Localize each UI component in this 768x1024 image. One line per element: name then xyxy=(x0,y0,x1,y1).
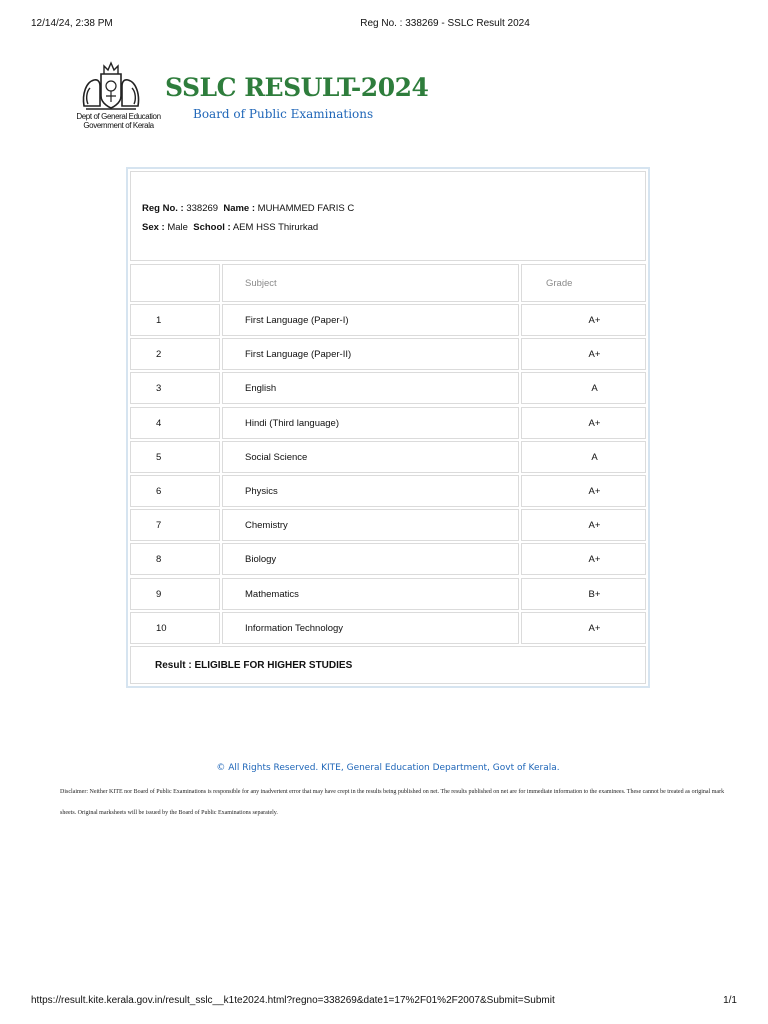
table-row-subject-cell xyxy=(222,543,519,575)
table-row-grade-cell xyxy=(521,509,646,541)
table-row-grade-cell xyxy=(521,372,646,404)
row-number: 8 xyxy=(156,554,162,566)
result-banner xyxy=(60,55,429,130)
print-url: https://result.kite.kerala.gov.in/result_sslc__k1te2024.html?regno=338269&date1=17%2F01%2F2007&Submit=Submit xyxy=(31,995,555,1006)
table-row-no-cell xyxy=(130,509,220,541)
table-row-subject-cell xyxy=(222,475,519,507)
copyright-notice: © All Rights Reserved. KITE, General Education Department, Govt of Kerala. xyxy=(216,763,560,773)
result-card xyxy=(126,167,650,688)
row-number: 10 xyxy=(156,622,167,634)
subject-name: English xyxy=(245,383,277,395)
result-text xyxy=(155,660,352,671)
subject-name: Information Technology xyxy=(245,622,344,634)
result-row xyxy=(130,646,646,684)
table-row-grade-cell xyxy=(521,612,646,644)
result-value: ELIGIBLE FOR HIGHER STUDIES xyxy=(194,660,353,671)
table-row-grade-cell xyxy=(521,578,646,610)
grade-header: Grade xyxy=(546,278,573,289)
grade-value: A+ xyxy=(588,315,601,326)
table-row-subject-cell xyxy=(222,338,519,370)
table-row-no-cell xyxy=(130,475,220,507)
subject-name: Biology xyxy=(245,554,277,566)
table-row-subject-cell xyxy=(222,407,519,439)
table-row-grade-cell xyxy=(521,441,646,473)
grade-value: A+ xyxy=(588,520,601,532)
subject-name: First Language (Paper-II) xyxy=(245,349,352,361)
table-row-subject-cell xyxy=(222,441,519,473)
table-row-no-cell xyxy=(130,407,220,439)
table-row-subject-cell xyxy=(222,578,519,610)
student-info xyxy=(130,171,646,261)
subject-name: Social Science xyxy=(245,451,308,463)
table-header-grade xyxy=(521,264,646,302)
table-row-grade-cell xyxy=(521,475,646,507)
table-row-subject-cell xyxy=(222,612,519,644)
student-info-line-1 xyxy=(142,199,645,218)
department-name xyxy=(66,112,171,130)
table-header-no xyxy=(130,264,220,302)
grade-value: A xyxy=(591,383,598,395)
row-number: 7 xyxy=(156,520,162,532)
table-row-no-cell xyxy=(130,372,220,404)
subject-name: Hindi (Third language) xyxy=(245,417,339,429)
row-number: 4 xyxy=(156,417,162,429)
subject-name: Physics xyxy=(245,486,278,497)
school-label: School : xyxy=(193,222,231,233)
grade-value: A+ xyxy=(588,349,601,361)
grade-value: A+ xyxy=(588,486,601,497)
reg-no-value: 338269 xyxy=(186,203,219,214)
print-page-title: Reg No. : 338269 - SSLC Result 2024 xyxy=(360,18,530,29)
table-row-no-cell xyxy=(130,578,220,610)
grade-value: A+ xyxy=(588,554,601,566)
grade-value: A xyxy=(591,451,598,463)
name-label: Name : xyxy=(223,203,256,214)
kerala-emblem-icon xyxy=(80,60,142,112)
grade-value: B+ xyxy=(588,588,601,600)
result-label: Result : xyxy=(155,660,192,671)
subject-name: First Language (Paper-I) xyxy=(245,315,349,326)
table-row-no-cell xyxy=(130,338,220,370)
subject-name: Mathematics xyxy=(245,588,299,600)
table-header-subject xyxy=(222,264,519,302)
banner-subtitle: Board of Public Examinations xyxy=(193,107,374,121)
print-datetime: 12/14/24, 2:38 PM xyxy=(31,18,113,29)
school-value: AEM HSS Thirurkad xyxy=(232,222,319,233)
name-value: MUHAMMED FARIS C xyxy=(257,203,355,214)
subject-name: Chemistry xyxy=(245,520,288,532)
banner-title: SSLC RESULT-2024 xyxy=(165,73,429,102)
dept-line-1: Dept of General Education xyxy=(76,112,161,121)
student-info-line-2 xyxy=(142,218,645,237)
sex-value: Male xyxy=(167,222,188,233)
print-page-number: 1/1 xyxy=(723,995,737,1006)
reg-no-label: Reg No. : xyxy=(142,203,184,214)
table-row-no-cell xyxy=(130,543,220,575)
table-row-grade-cell xyxy=(521,304,646,336)
subject-header: Subject xyxy=(245,278,277,289)
row-number: 2 xyxy=(156,349,162,361)
grade-value: A+ xyxy=(588,622,601,634)
table-row-no-cell xyxy=(130,441,220,473)
table-row-subject-cell xyxy=(222,304,519,336)
table-row-no-cell xyxy=(130,304,220,336)
row-number: 1 xyxy=(156,315,162,326)
disclaimer: Disclaimer: Neither KITE nor Board of Public Examinations is responsible for any inadvertent error that may have crept in the results being published on net. The results published on net are for immediate information to the examinees. These cannot be treated as original mark sheets. Original marksheets will be issued by the Board of Public Examinations separately. xyxy=(60,789,725,816)
table-row-no-cell xyxy=(130,612,220,644)
print-header xyxy=(0,18,768,32)
table-row-subject-cell xyxy=(222,509,519,541)
table-row-grade-cell xyxy=(521,338,646,370)
dept-line-2: Government of Kerala xyxy=(83,121,154,130)
row-number: 6 xyxy=(156,486,162,497)
table-row-subject-cell xyxy=(222,372,519,404)
row-number: 5 xyxy=(156,451,162,463)
sex-label: Sex : xyxy=(142,222,165,233)
row-number: 3 xyxy=(156,383,162,395)
table-row-grade-cell xyxy=(521,543,646,575)
grade-value: A+ xyxy=(588,417,601,429)
table-row-grade-cell xyxy=(521,407,646,439)
row-number: 9 xyxy=(156,588,162,600)
